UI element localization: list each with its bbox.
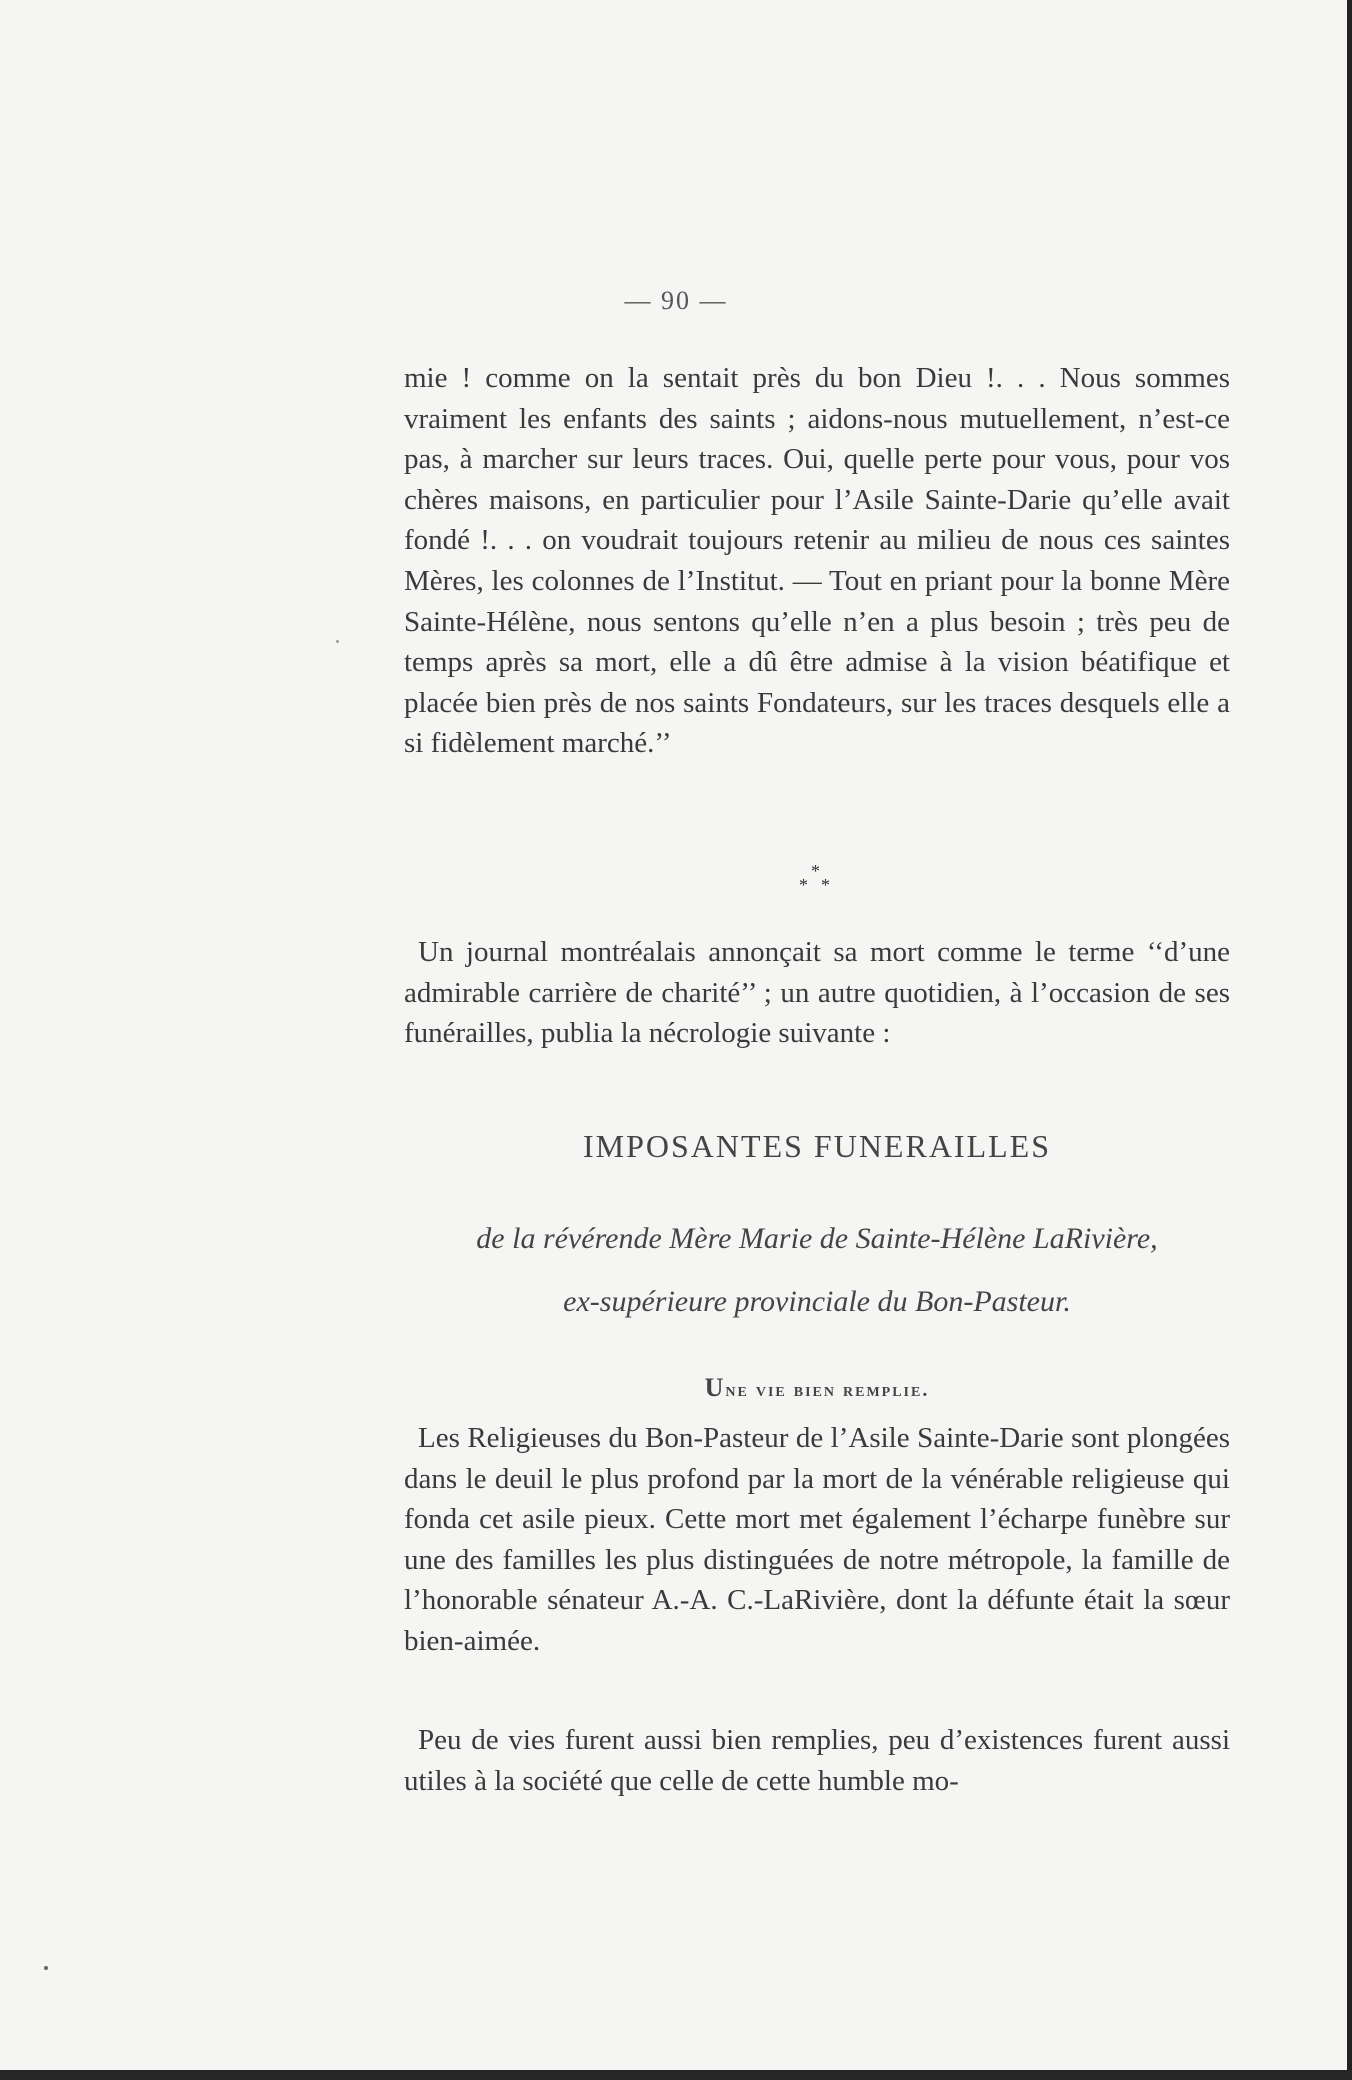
obituary-subtitle-line2: ex-supérieure provinciale du Bon-Pasteur. (563, 1285, 1071, 1318)
paragraph-continuation: mie ! comme on la sentait près du bon Dieu !. . . Nous sommes vraiment les enfants des saints ; aidons-nous mutuellement, n’est-ce pas, à marcher sur leurs traces. Oui, quelle perte pour vous, pour vos chères maisons, en particulier pour l’Asile Sainte-Darie qu’elle avait fondé !. . . on voudrait toujours retenir au milieu de nous ces saintes Mères, les colonnes de l’Institut. — Tout en priant pour la bonne Mère Sainte-Hélène, nous sentons qu’elle n’en a plus besoin ; très peu de temps après sa mort, elle a dû être admise à la vision béatifique et placée bien près de nos saints Fondateurs, sur les traces desquels elle a si fidèlement marché.’’ (404, 362, 1230, 760)
obituary-subtitle-line1: de la révérende Mère Marie de Sainte-Hélène LaRivière, (476, 1222, 1158, 1255)
asterism-separator (797, 862, 837, 898)
section-heading-rest: ne vie bien remplie. (725, 1379, 930, 1401)
paragraph-religieuses: Les Religieuses du Bon-Pasteur de l’Asile Sainte-Darie sont plongées dans le deuil le plus profond par la mort de la vénérable religieuse qui fonda cet asile pieux. Cette mort met également l’écharpe funèbre sur une des familles les plus distinguées de notre métropole, la famille de l’honorable sénateur A.-A. C.-LaRivière, dont la défunte était la sœur bien-aimée. (404, 1422, 1230, 1657)
section-heading-initial: U (704, 1373, 726, 1402)
asterism-star-left: * (799, 875, 808, 895)
page-number: — 90 — (624, 286, 728, 315)
scan-speck (336, 640, 339, 643)
scan-speck (44, 1966, 48, 1970)
scan-edge-bottom (0, 2070, 1352, 2080)
asterism-star-right: * (821, 875, 830, 895)
asterism-star-top: * (811, 861, 820, 881)
section-heading (404, 1373, 1230, 1403)
scan-edge-right (1347, 0, 1352, 2080)
obituary-title: IMPOSANTES FUNERAILLES (582, 1128, 1052, 1164)
paragraph-vies: Peu de vies furent aussi bien remplies, peu d’existences furent aussi utiles à la société que celle de cette humble mo- (404, 1724, 1230, 1797)
paragraph-journal: Un journal montréalais annonçait sa mort comme le terme ‘‘d’une admirable carrière de charité’’ ; un autre quotidien, à l’occasion de ses funérailles, publia la nécrologie suivante : (404, 936, 1230, 1050)
